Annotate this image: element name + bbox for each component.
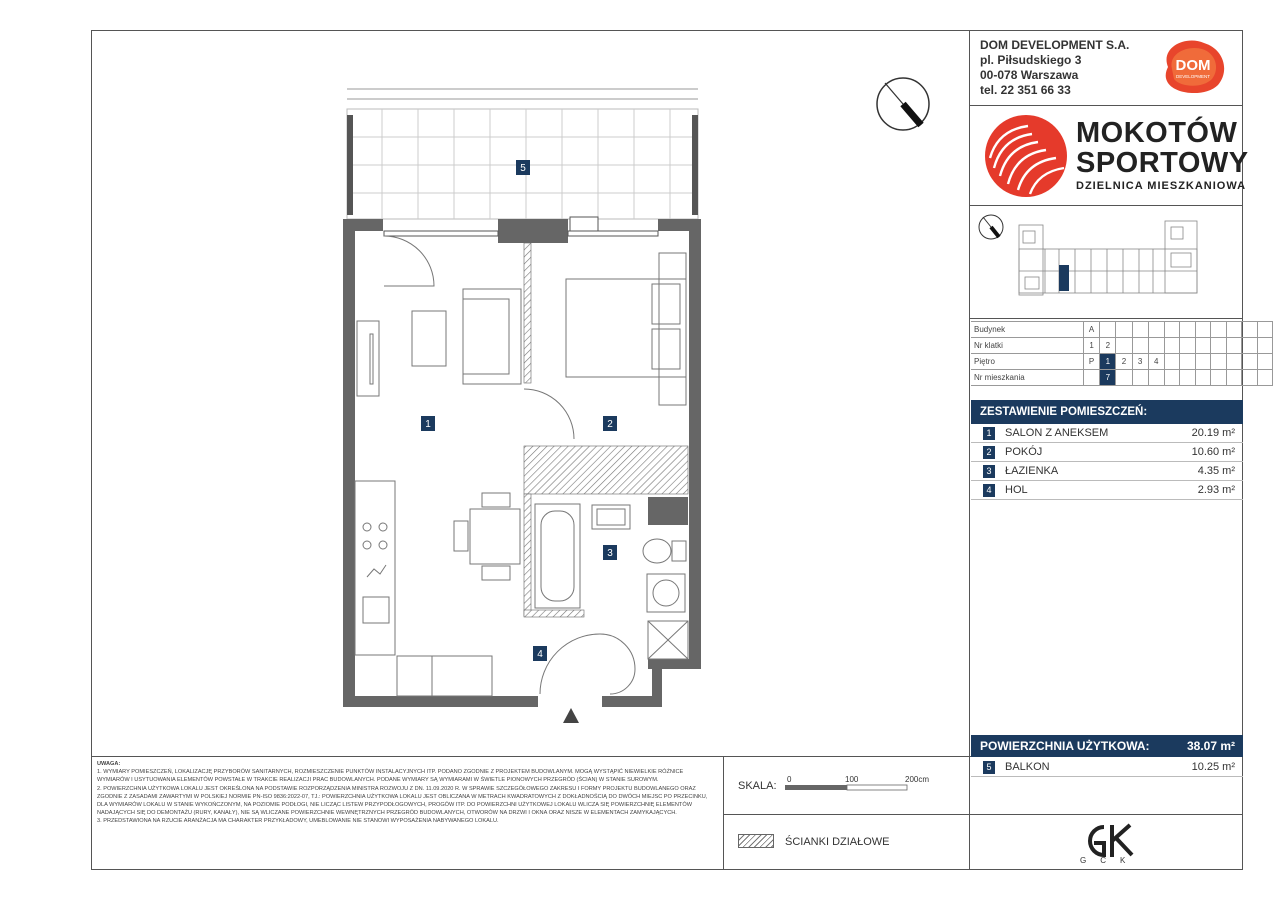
room-num: 4	[983, 484, 995, 497]
info-cell	[1226, 354, 1241, 370]
info-cell	[1148, 338, 1164, 354]
scale-tick-200: 200cm	[905, 775, 930, 784]
scale-divider	[723, 814, 969, 815]
info-cell	[1180, 354, 1195, 370]
info-cell: 7	[1100, 370, 1116, 386]
balcony-area: 10.25 m²	[1191, 761, 1235, 773]
info-cell	[1083, 370, 1099, 386]
room-name: HOL	[1005, 484, 1028, 496]
company-info	[980, 38, 1129, 98]
info-cell	[1242, 322, 1257, 338]
info-cell	[1242, 354, 1257, 370]
note-2: 2. POWIERZCHNIA UŻYTKOWA LOKALU JEST OKREŚLONA NA PODSTAWIE ROZPORZĄDZENIA MINISTRA ROZWOJU Z DN. 11.09.2020 R. W SPRAWIE SZCZEGÓŁOWEGO ZAKRESU I FORMY PROJEKTU BUDOWLANEGO ORAZ ZGODNIE Z ZASADAMI ZAWARTYMI W POLSKIEJ NORMIE PN-ISO 9836:2022-07, TJ.: POWIERZCHNIA UŻYTKOWA LOKALU JEST OBLICZANA W METRACH KWADRATOWYCH Z DOKŁADNOŚCIĄ DO DWÓCH MIEJSC PO PRZECINKU, DLA WYMIARÓW LOKALU W STANIE WYKOŃCZONYM, NA POZIOMIE PODŁOGI, NIE LICZĄC LISTEW PRZYPODŁOGOWYCH, PROGÓW ITP. DO POWIERZCHNI UŻYTKOWEJ LOKALU WLICZA SIĘ POWIERZCHNIĘ ELEMENTÓW NADAJĄCYCH SIĘ DO DEMONTAŻU (RURY, KANAŁY), NIE SĄ WLICZANE POWIERZCHNIE WEWNĘTRZNYCH PRZEGRÓD BUDOWLANYCH, OTWORÓW NA DRZWI I OKNA ORAZ NISZE W ELEMENTACH ZAMYKAJĄCYCH.	[97, 785, 708, 817]
note-3: 3. PRZEDSTAWIONA NA RZUCIE ARANŻACJA MA CHARAKTER PRZYKŁADOWY, UMEBLOWANIE NIE STANOWI WYPOSAŻENIA NABYWANEGO LOKALU.	[97, 818, 499, 825]
plan-label-4: 4	[537, 649, 543, 660]
info-row	[971, 338, 1273, 354]
plan-label-5: 5	[520, 163, 526, 174]
brand-subtitle: DZIELNICA MIESZKANIOWA	[1076, 180, 1247, 192]
info-cell	[1195, 370, 1210, 386]
rooms-heading: ZESTAWIENIE POMIESZCZEŃ:	[971, 400, 1243, 424]
info-row-label: Nr mieszkania	[971, 370, 1083, 386]
legend-hatch-swatch	[738, 834, 774, 848]
info-cell	[1164, 322, 1179, 338]
info-cell	[1195, 354, 1210, 370]
note-1: 1. WYMIARY POMIESZCZEŃ, LOKALIZACJĘ PRZYBORÓW SANITARNYCH, ROZMIESZCZENIE PUNKTÓW INSTALACYJNYCH ITP. PODANO ZGODNIE Z PROJEKTEM BUDOWLANYM. MOGĄ WYSTĄPIĆ NIEWIELKIE RÓŻNICE WYMIARÓW I USYTUOWANIA ELEMENTÓW POWSTAŁE W TRAKCIE REALIZACJI PRAC BUDOWLANYCH. PODANE WYMIARY SĄ WYMIARAMI W ŚWIETLE PIONOWYCH PRZEGRÓD (ŚCIAN) W STANIE SUROWYM.	[97, 769, 684, 784]
company-phone: tel. 22 351 66 33	[980, 83, 1071, 97]
balcony	[347, 89, 698, 219]
balcony-name: BALKON	[1005, 761, 1050, 773]
info-cell	[1148, 322, 1164, 338]
info-cell	[1211, 338, 1226, 354]
brand-track-icon	[984, 114, 1068, 198]
info-cell	[1132, 338, 1148, 354]
info-cell	[1148, 370, 1164, 386]
room-area: 2.93 m²	[1197, 484, 1235, 496]
dom-logo-text: DOM	[1175, 57, 1211, 74]
plan-label-1: 1	[425, 419, 431, 430]
info-cell: 2	[1100, 338, 1116, 354]
info-cell	[1211, 354, 1226, 370]
balcony-num: 5	[983, 761, 995, 774]
info-cell	[1116, 370, 1132, 386]
brand-line2: SPORTOWY	[1076, 147, 1249, 179]
key-plan-compass-icon	[979, 215, 1003, 239]
plan-label-2: 2	[607, 419, 613, 430]
brand-name	[1076, 118, 1249, 178]
total-area-label: POWIERZCHNIA UŻYTKOWA:	[980, 739, 1150, 753]
info-row-label: Nr klatki	[971, 338, 1083, 354]
company-name: DOM DEVELOPMENT S.A.	[980, 38, 1130, 52]
brand-divider	[969, 205, 1243, 206]
info-cell	[1164, 338, 1179, 354]
notes-divider	[723, 756, 724, 870]
info-cell	[1257, 322, 1273, 338]
scale-tick-100: 100	[845, 775, 859, 784]
info-cell	[1257, 338, 1273, 354]
room-name: SALON Z ANEKSEM	[1005, 427, 1109, 439]
entrance-arrow-icon	[563, 708, 579, 723]
dom-logo-subtext: DEVELOPMENT	[1175, 74, 1211, 79]
room-row	[971, 424, 1243, 443]
room-num: 2	[983, 446, 995, 459]
info-cell	[1164, 370, 1179, 386]
info-cell: 1	[1083, 338, 1099, 354]
info-cell	[1226, 370, 1241, 386]
company-address: pl. Piłsudskiego 3	[980, 53, 1082, 67]
notes-title: UWAGA:	[97, 761, 121, 767]
room-row	[971, 481, 1243, 500]
info-cell: 2	[1116, 354, 1132, 370]
dom-development-logo	[1158, 37, 1228, 95]
info-cell	[1116, 338, 1132, 354]
room-num: 1	[983, 427, 995, 440]
info-cell	[1116, 322, 1132, 338]
scale-tick-0: 0	[787, 775, 792, 784]
info-cell	[1242, 370, 1257, 386]
info-cell	[1180, 322, 1195, 338]
room-area: 10.60 m²	[1191, 446, 1235, 458]
total-area-value: 38.07 m²	[1186, 739, 1235, 753]
notes	[97, 760, 717, 826]
info-cell	[1132, 322, 1148, 338]
room-name: ŁAZIENKA	[1005, 465, 1059, 477]
total-area	[971, 735, 1243, 757]
keyplan-divider	[969, 318, 1243, 319]
info-row-label: Budynek	[971, 322, 1083, 338]
info-cell	[1195, 338, 1210, 354]
info-cell	[1226, 322, 1241, 338]
info-cell	[1242, 338, 1257, 354]
location-table	[971, 321, 1273, 386]
room-row	[971, 462, 1243, 481]
floor-plan	[92, 31, 970, 756]
company-divider	[969, 105, 1243, 106]
plan-label-3: 3	[607, 548, 613, 559]
info-cell	[1211, 322, 1226, 338]
scale-label: SKALA:	[738, 780, 777, 792]
info-row	[971, 322, 1273, 338]
legend-label: ŚCIANKI DZIAŁOWE	[785, 836, 890, 848]
info-cell	[1100, 322, 1116, 338]
balcony-row	[971, 758, 1243, 777]
info-cell	[1257, 354, 1273, 370]
info-cell	[1180, 338, 1195, 354]
gck-letters: GCK	[1080, 856, 1140, 865]
info-cell	[1211, 370, 1226, 386]
compass-icon	[877, 78, 929, 130]
info-row	[971, 370, 1273, 386]
building-key-plan	[975, 209, 1240, 317]
mokotow-sportowy-brand	[984, 112, 1249, 202]
room-num: 3	[983, 465, 995, 478]
info-cell: 1	[1100, 354, 1116, 370]
brand-line1: MOKOTÓW	[1076, 117, 1238, 149]
room-area: 20.19 m²	[1191, 427, 1235, 439]
info-cell: A	[1083, 322, 1099, 338]
info-cell: P	[1083, 354, 1099, 370]
selected-apartment-marker	[1059, 265, 1069, 291]
info-cell	[1195, 322, 1210, 338]
info-cell: 3	[1132, 354, 1148, 370]
info-cell	[1257, 370, 1273, 386]
room-area: 4.35 m²	[1197, 465, 1235, 477]
info-cell	[1164, 354, 1179, 370]
info-cell	[1226, 338, 1241, 354]
company-city: 00-078 Warszawa	[980, 68, 1079, 82]
info-cell	[1180, 370, 1195, 386]
info-cell	[1132, 370, 1148, 386]
gck-divider	[969, 814, 1243, 815]
info-cell: 4	[1148, 354, 1164, 370]
room-row	[971, 443, 1243, 462]
info-row	[971, 354, 1273, 370]
info-row-label: Piętro	[971, 354, 1083, 370]
scale-bar	[735, 773, 965, 813]
room-name: POKÓJ	[1005, 446, 1043, 458]
